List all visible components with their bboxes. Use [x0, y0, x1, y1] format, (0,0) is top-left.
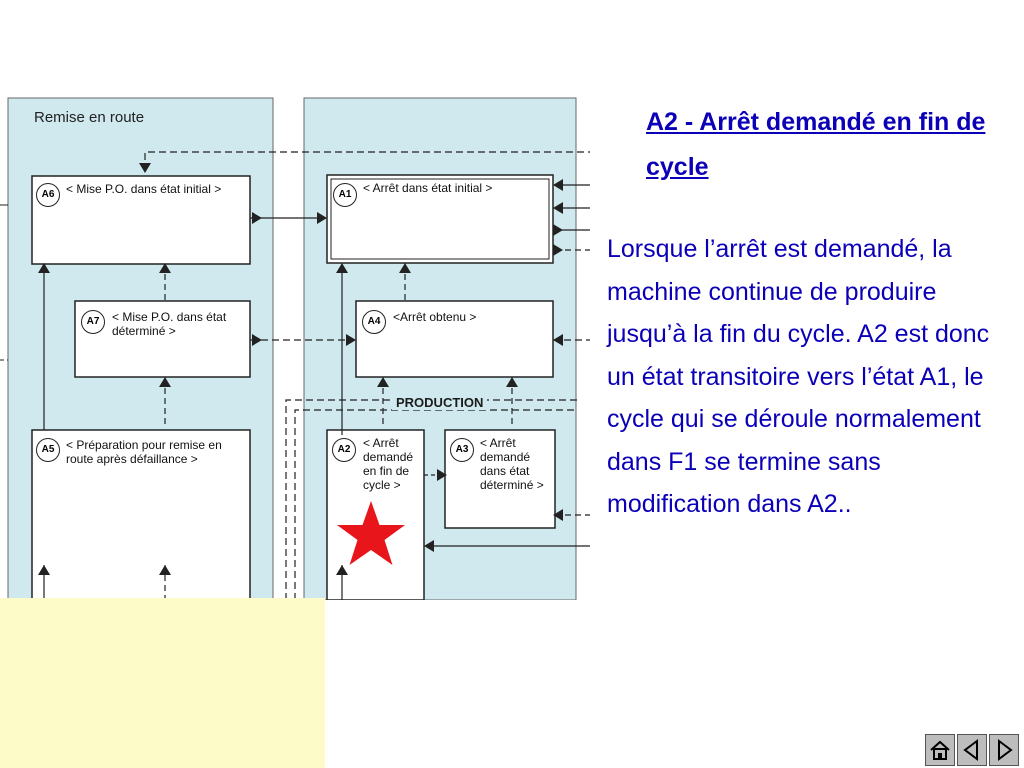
panel-title-remise: Remise en route — [34, 109, 145, 126]
slide-title: A2 - Arrêt demandé en fin de cycle — [646, 108, 986, 181]
badge-a1: A1 — [333, 183, 357, 207]
box-a5-label: < Préparation pour remise en route après défaillance > — [66, 438, 222, 466]
slide-navigation — [925, 734, 1019, 766]
arrow-left-icon — [961, 739, 983, 761]
badge-a6: A6 — [36, 183, 60, 207]
badge-a4: A4 — [362, 310, 386, 334]
badge-a7: A7 — [81, 310, 105, 334]
box-a3-label: < Arrêt demandé dans état déterminé > — [480, 436, 544, 492]
slide-body: Lorsque l’arrêt est demandé, la machine continue de produire jusqu’à la fin du cycle. A2 est donc un état transitoire vers l’état A1, le cycle qui se déroule normalement dans F1 se termine sans modification dans A2.. — [607, 235, 990, 518]
arrow-right-icon — [993, 739, 1015, 761]
gemma-diagram — [0, 60, 600, 600]
star-marker-icon — [334, 498, 408, 568]
home-icon — [929, 739, 951, 761]
home-button[interactable] — [925, 734, 955, 766]
box-a2-label: < Arrêt demandé en fin de cycle > — [363, 436, 414, 492]
previous-button[interactable] — [957, 734, 987, 766]
production-label: PRODUCTION — [392, 395, 487, 410]
badge-a2: A2 — [332, 438, 356, 462]
highlight-patch — [0, 598, 325, 768]
box-a6-label: < Mise P.O. dans état initial > — [66, 182, 222, 196]
badge-a3: A3 — [450, 438, 474, 462]
next-button[interactable] — [989, 734, 1019, 766]
box-a7-label: < Mise P.O. dans état déterminé > — [112, 310, 227, 338]
box-a1-label: < Arrêt dans état initial > — [363, 181, 493, 195]
box-a4-label: <Arrêt obtenu > — [393, 310, 477, 324]
badge-a5: A5 — [36, 438, 60, 462]
